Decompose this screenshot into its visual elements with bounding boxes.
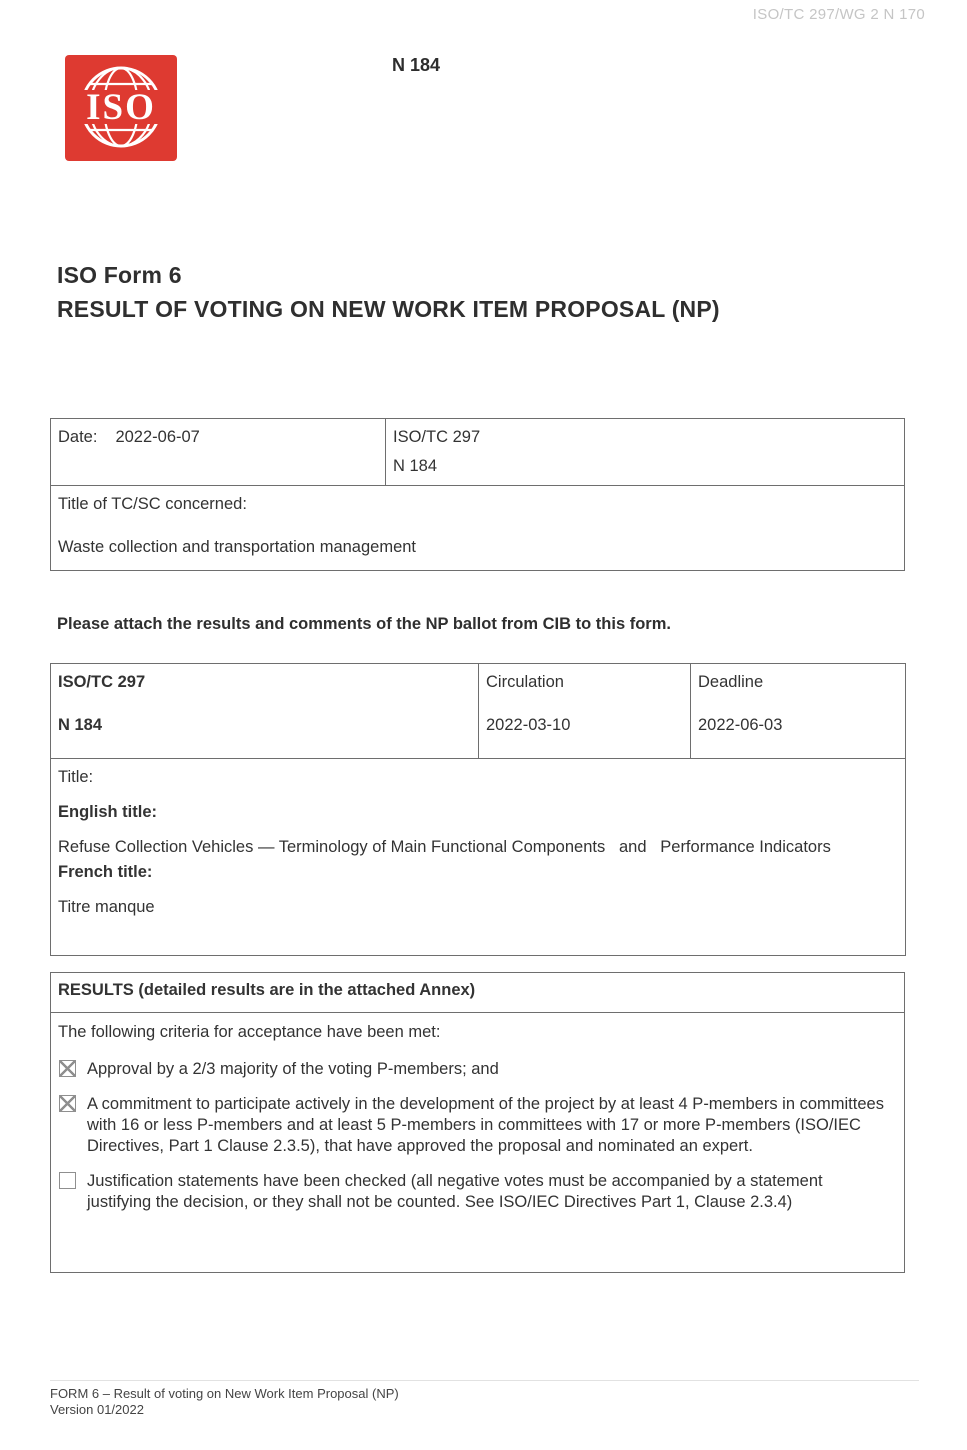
- date-value: 2022-06-07: [115, 428, 200, 446]
- checkbox-unchecked-icon[interactable]: [59, 1172, 76, 1189]
- document-reference: ISO/TC 297/WG 2 N 170: [752, 6, 925, 23]
- info-committee-cell: [386, 419, 905, 486]
- english-title-label: English title:: [58, 803, 157, 821]
- form-subject: RESULT OF VOTING ON NEW WORK ITEM PROPOSAL (NP): [57, 296, 720, 322]
- form-name: ISO Form 6: [57, 262, 182, 288]
- circulation-cell: [479, 664, 691, 759]
- results-body-cell: [51, 1013, 905, 1273]
- document-number: N 184: [392, 55, 441, 75]
- criterion-text: Justification statements have been checked (all negative votes must be accompanied by a statement justifying the decision, or they shall not be counted. See ISO/IEC Directives Part 1, Clause 2.3.4): [87, 1172, 823, 1211]
- ballot-doc-number: N 184: [58, 716, 103, 734]
- criterion-row: [58, 1171, 897, 1213]
- committee-name: ISO/TC 297: [393, 428, 481, 446]
- iso-logo: [65, 55, 177, 161]
- titles-cell: [51, 759, 906, 956]
- circulation-date: 2022-03-10: [486, 716, 571, 734]
- iso-logo-text: ISO: [86, 87, 156, 128]
- criterion-text: Approval by a 2/3 majority of the voting P-members; and: [87, 1060, 499, 1078]
- title-label: Title:: [58, 768, 94, 786]
- results-table: [50, 972, 905, 1273]
- tc-title-value: Waste collection and transportation management: [58, 538, 417, 556]
- english-title-value: Refuse Collection Vehicles — Terminology of Main Functional Components and Performance Indicators: [58, 838, 831, 856]
- iso-logo-icon: [65, 55, 177, 161]
- ballot-committee-cell: [51, 664, 479, 759]
- attach-instruction: Please attach the results and comments of the NP ballot from CIB to this form.: [57, 615, 671, 633]
- tc-title-label: Title of TC/SC concerned:: [58, 495, 247, 513]
- deadline-cell: [691, 664, 906, 759]
- french-title-value: Titre manque: [58, 898, 155, 916]
- criteria-list: [58, 1059, 897, 1213]
- page-footer: [50, 1380, 919, 1418]
- ballot-committee: ISO/TC 297: [58, 673, 146, 691]
- committee-doc-number: N 184: [393, 457, 438, 475]
- results-header: RESULTS (detailed results are in the attached Annex): [51, 973, 905, 1013]
- footer-form-name: FORM 6 – Result of voting on New Work Item Proposal (NP): [50, 1386, 399, 1401]
- criterion-row: [58, 1059, 897, 1080]
- info-date-cell: [51, 419, 386, 486]
- circulation-label: Circulation: [486, 673, 564, 691]
- page-title: [57, 258, 917, 326]
- footer-version: Version 01/2022: [50, 1402, 144, 1417]
- checkbox-checked-icon[interactable]: [59, 1095, 76, 1112]
- ballot-table: [50, 663, 906, 956]
- criterion-text: A commitment to participate actively in the development of the project by at least 4 P-members in committees with 16 or less P-members and at least 5 P-members in committees with 17 or more P-members (ISO/IEC Directives, Part 1 Clause 2.3.5), that have approved the proposal and nominated an expert.: [87, 1095, 884, 1155]
- criteria-intro: The following criteria for acceptance have been met:: [58, 1023, 441, 1041]
- criterion-row: [58, 1094, 897, 1157]
- deadline-date: 2022-06-03: [698, 716, 783, 734]
- checkbox-checked-icon[interactable]: [59, 1060, 76, 1077]
- french-title-label: French title:: [58, 863, 153, 881]
- date-label: Date:: [58, 428, 98, 446]
- deadline-label: Deadline: [698, 673, 764, 691]
- tc-title-cell: [51, 486, 905, 571]
- info-table: [50, 418, 905, 571]
